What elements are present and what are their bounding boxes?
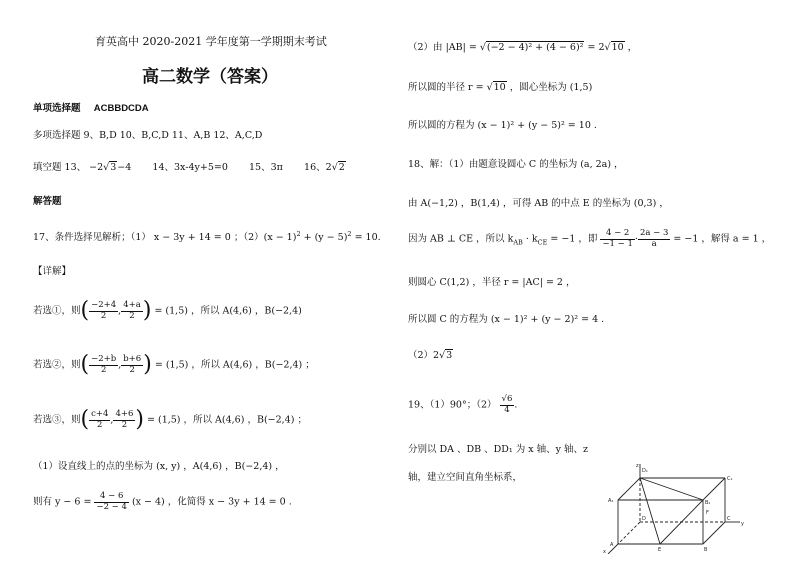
label-x: x [603,549,606,554]
fill-16: 16、2 [304,162,332,173]
fill-13-radicand: 3 [110,162,117,173]
multi-choice-row: 多项选择题 9、B,D 10、B,C,D 11、A,B 12、A,C,D [33,130,263,141]
fill-14: 14、3x-4y+5=0 [152,162,228,173]
label-d1: D₁ [642,468,648,474]
case2-line: 若选②，则( $\frac{-2+b}{2}$ , $\frac{b+6}{2}$ ) = (1,5) ，所以 A(4,6) ，B(−2,4) ； [33,352,315,377]
r1-mid: = 2 [584,42,605,53]
single-choice-answers: ACBBDCDA [93,103,149,114]
r-line-10 [408,395,517,416]
fill-16-radicand: 2 [338,162,345,173]
q17-line [33,231,381,244]
label-f: F [706,510,709,516]
exam-title: 育英高中 2020-2021 学年度第一学期期末考试 [95,35,327,48]
final-prefix: 则有 y − 6 = [33,496,92,508]
r-line-4: 18、解：（1）由题意设圆心 C 的坐标为 (a, 2a) ， [408,159,624,170]
r1-radicand-2: 10 [611,42,624,53]
r2-suffix: ，圆心坐标为 (1,5) [506,82,593,93]
r2-radicand: 10 [493,82,506,93]
r1-end: ， [624,42,638,53]
r9-radicand: 3 [446,350,453,361]
q17-part-e: = 10. [351,232,381,244]
q17-exp-1: 2 [296,230,301,238]
r-line-1: （2）由 |AB| = √(−2 − 4)² + (4 − 6)² = 2√10 ， [408,42,638,53]
q17-exp-2: 2 [347,230,352,238]
fill-blank-row: 填空题 13、 −2√3−4 14、3x-4y+5=0 15、3π 16、2√2 [33,162,345,173]
r-line-7: 则圆心 C(1,2) ，半径 r = |AC| = 2 ， [408,277,576,288]
r6-sub-ab: AB [513,238,523,247]
fill-13-tail: −4 [117,162,132,173]
label-c: C [727,516,731,522]
r-line-5: 由 A(−1,2) ，B(1,4) ，可得 AB 的中点 E 的坐标为 (0,3) ， [408,198,669,209]
r1-prefix: （2）由 |AB| = [408,42,480,53]
label-e: E [658,547,662,553]
r6-mid2: = −1 ，即 [547,233,598,245]
fill-15: 15、3π [249,162,283,173]
r6-sub-ce: CE [537,238,548,247]
label-a: A [610,542,614,548]
case1-suffix: = (1,5) ，所以 A(4,6) ，B(−2,4) [154,305,302,317]
solution-label: 解答题 [33,196,62,207]
subject-title: 高二数学（答案） [142,67,278,87]
r6-mid: · k [522,233,538,245]
r-line-8: 所以圆 C 的方程为 (x − 1)² + (y − 2)² = 4 . [408,314,605,325]
case2-frac1: $\frac{-2+b}{2}$ [91,353,117,375]
final-suffix: (x − 4) ，化简得 x − 3y + 14 = 0 . [131,496,292,508]
label-b: B [704,547,708,553]
r6-suffix: = −1 ，解得 a = 1 ， [673,233,772,245]
case1-prefix: 若选①，则 [33,305,81,317]
q17-part-a: 17、条件选择见解析；（1） x − 3y + 14 = 0 ；（2）(x − 1) [33,232,297,244]
r10-frac: $\frac{√6}{4}$ [501,394,513,415]
case3-frac2: $\frac{4+6}{2}$ [115,408,134,430]
part1-line: （1）设直线上的点的坐标为 (x, y) ，A(4,6) ，B(−2,4) ， [33,461,285,472]
case2-prefix: 若选②，则 [33,359,81,371]
case1-frac2: $\frac{4+a}{2}$ [123,299,141,321]
label-a1: A₁ [608,498,614,504]
case3-frac1: $\frac{c+4}{2}$ [91,408,109,430]
r1-radicand: (−2 − 4)² + (4 − 6)² [486,42,584,53]
label-c1: C₁ [727,476,733,482]
r9-prefix: （2）2 [408,350,440,361]
r-line-12: 轴，建立空间直角坐标系， [408,472,523,483]
r-line-6: 因为 AB ⊥ CE ，所以 $k_{AB} \cdot k_{CE} = -1$ ，即 $\frac{4 - 2}{-1 - 1}$ · $\frac{2a - 3}{a}$ = −1 ，解得 a = 1 ， [408,228,772,249]
final-frac: $\frac{4 - 6}{-2 - 4}$ [96,491,127,512]
case3-suffix: = (1,5) ，所以 A(4,6) ，B(−2,4) ； [147,414,307,426]
r6-frac2: $\frac{2a - 3}{a}$ [639,228,669,249]
single-choice-label: 单项选择题 [33,103,81,114]
single-choice-row [33,103,149,114]
r-line-3: 所以圆的方程为 (x − 1)² + (y − 5)² = 10 . [408,120,597,131]
r6-prefix: 因为 AB ⊥ CE ，所以 k [408,233,514,245]
fill-label: 填空题 13、 [33,162,87,173]
case3-prefix: 若选③，则 [33,414,81,426]
case1-line: 若选①，则( $\frac{-2+4}{2}$ , $\frac{4+a}{2}$ ) = (1,5) ，所以 A(4,6) ，B(−2,4) [33,298,302,323]
case2-suffix: = (1,5) ，所以 A(4,6) ，B(−2,4) ； [154,359,315,371]
r-line-11: 分别以 DA 、DB 、DD₁ 为 x 轴、y 轴、z [408,444,588,455]
r10-suffix: . [514,399,518,411]
r-line-2: 所以圆的半径 r = √10 ，圆心坐标为 (1,5) [408,82,593,93]
r-line-9: （2）2√3 [408,350,453,361]
case2-frac2: $\frac{b+6}{2}$ [123,353,142,375]
fill-13-part: −2 [89,162,104,173]
r2-prefix: 所以圆的半径 r = [408,82,487,93]
q17-part-c: + (y − 5) [300,232,348,244]
detail-label: 【详解】 [33,266,72,277]
r10-prefix: 19、（1）90°；（2） [408,399,497,411]
case3-line: 若选③，则( $\frac{c+4}{2}$ , $\frac{4+6}{2}$ ) = (1,5) ，所以 A(4,6) ，B(−2,4) ； [33,407,307,432]
cube-diagram [600,462,750,554]
r6-frac1: $\frac{4 - 2}{-1 - 1}$ [602,228,633,249]
case1-frac1: $\frac{-2+4}{2}$ [91,299,117,321]
label-z: z [636,463,639,469]
label-d: D [642,516,646,522]
label-y: y [741,521,744,527]
final-line [33,492,292,513]
label-b1: B₁ [705,500,711,506]
